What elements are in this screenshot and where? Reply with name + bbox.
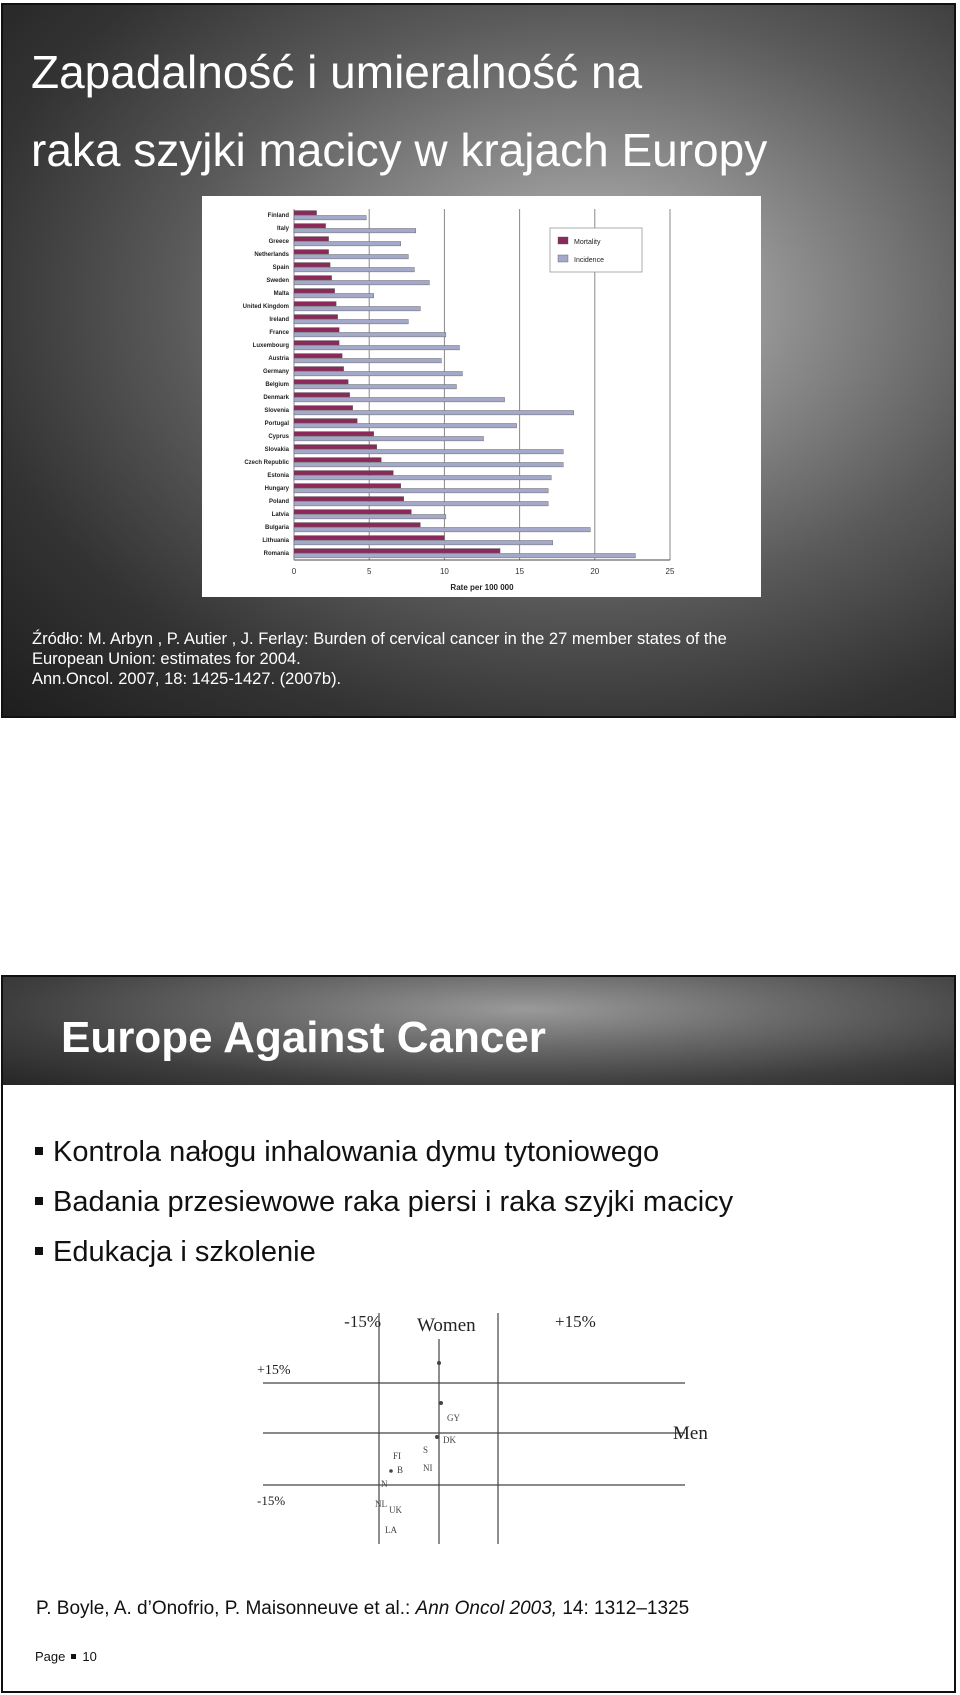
category-label: Cyprus [268, 434, 289, 441]
slide-2-title: Europe Against Cancer [61, 1013, 546, 1062]
svg-text:S: S [423, 1445, 429, 1455]
country-data-points [375, 1361, 460, 1535]
mortality-bar [294, 263, 330, 267]
category-label: Slovakia [264, 447, 289, 454]
incidence-bar [294, 306, 420, 310]
category-label: Estonia [267, 473, 289, 480]
bar-chart-svg [202, 196, 761, 597]
incidence-bar [294, 553, 635, 557]
category-label: Lithuania [262, 538, 289, 545]
category-label: Malta [273, 291, 289, 298]
category-label: Spain [272, 265, 289, 272]
incidence-bar [294, 267, 414, 271]
bullet-square-icon [35, 1247, 43, 1255]
page-number: 10 [82, 1649, 97, 1664]
svg-text:N: N [381, 1479, 388, 1489]
category-label: Czech Republic [244, 460, 289, 467]
legend-swatch [558, 255, 568, 262]
plus15-left-label: +15% [257, 1363, 291, 1378]
mortality-bar [294, 536, 444, 540]
category-label: France [269, 330, 289, 337]
minus15-left-label: -15% [257, 1493, 286, 1508]
svg-text:NI: NI [423, 1463, 433, 1473]
x-tick-label: 5 [366, 567, 372, 576]
mortality-bar [294, 276, 332, 280]
incidence-bar [294, 371, 462, 375]
mortality-bar [294, 367, 344, 371]
mortality-bar [294, 315, 338, 319]
mortality-bar [294, 237, 329, 241]
incidence-bar [294, 280, 429, 284]
svg-text:FI: FI [393, 1451, 402, 1461]
bullet-item: Edukacja i szkolenie [35, 1227, 733, 1277]
incidence-bar [294, 475, 551, 479]
mortality-bar [294, 224, 326, 228]
incidence-bar [294, 501, 548, 505]
slide-1-title-line-2: raka szyjki macicy w krajach Europy [31, 124, 768, 176]
svg-text:B: B [397, 1465, 404, 1475]
incidence-bar [294, 358, 441, 362]
trend-diagram [243, 1299, 723, 1567]
category-label: Germany [262, 369, 289, 376]
incidence-bar [294, 462, 563, 466]
category-label: Portugal [264, 421, 289, 428]
women-label: Women [417, 1315, 476, 1336]
incidence-bar [294, 332, 446, 336]
mortality-bar [294, 419, 357, 423]
category-label: Bulgaria [264, 525, 289, 532]
mortality-bar [294, 471, 393, 475]
men-label: Men [673, 1423, 708, 1444]
page-label: Page [35, 1649, 66, 1664]
separator-square-icon [71, 1654, 76, 1659]
slide-2-header [3, 977, 954, 1085]
slide-1-title-line-1: Zapadalność i umieralność na [31, 46, 643, 98]
x-axis-title: Rate per 100 000 [450, 583, 514, 592]
category-label: Ireland [269, 317, 289, 324]
mortality-bar [294, 445, 377, 449]
category-label: Denmark [263, 395, 289, 402]
incidence-bar [294, 228, 416, 232]
bullet-list [35, 1127, 733, 1277]
x-tick-label: 10 [439, 567, 449, 576]
slide-2 [1, 975, 956, 1693]
incidence-bar [294, 514, 446, 518]
legend-swatch [558, 237, 568, 244]
bullet-item: Badania przesiewowe raka piersi i raka szyjki macicy [35, 1177, 733, 1227]
incidence-bar [294, 215, 366, 219]
legend-label: Mortality [574, 239, 601, 246]
incidence-bar [294, 384, 456, 388]
svg-text:GY: GY [447, 1413, 460, 1423]
mortality-bar [294, 250, 329, 254]
mortality-bar [294, 458, 381, 462]
incidence-bar [294, 293, 374, 297]
category-label: Netherlands [254, 252, 289, 259]
source-citation [32, 629, 932, 689]
incidence-bar [294, 488, 548, 492]
x-tick-label: 20 [590, 567, 600, 576]
category-label: Slovenia [264, 408, 289, 415]
svg-text:NL: NL [375, 1499, 387, 1509]
mortality-bar [294, 380, 348, 384]
incidence-bar [294, 319, 408, 323]
mortality-bar [294, 510, 411, 514]
category-label: Poland [268, 499, 289, 506]
legend-box [550, 228, 642, 272]
source-line-1: Źródło: M. Arbyn , P. Autier , J. Ferlay: Burden of cervical cancer in the 27 member states of the [32, 630, 727, 648]
svg-text:UK: UK [389, 1505, 402, 1515]
incidence-bar [294, 527, 590, 531]
plus15-top-label: +15% [555, 1312, 596, 1331]
incidence-bar [294, 254, 408, 258]
mortality-bar [294, 549, 500, 553]
source-line-3: Ann.Oncol. 2007, 18: 1425-1427. (2007b). [32, 670, 342, 688]
mortality-bar [294, 302, 336, 306]
cervical-cancer-chart [202, 196, 761, 597]
mortality-bar [294, 328, 339, 332]
legend-label: Incidence [574, 257, 604, 264]
incidence-bar [294, 449, 563, 453]
reference: P. Boyle, A. d’Onofrio, P. Maisonneuve et al.: Ann Oncol 2003, 14: 1312–1325 [36, 1598, 690, 1619]
incidence-bar [294, 241, 401, 245]
bullet-item: Kontrola nałogu inhalowania dymu tytoniowego [35, 1127, 733, 1177]
mortality-bar [294, 354, 342, 358]
mortality-bar [294, 497, 404, 501]
source-line-2: European Union: estimates for 2004. [32, 650, 301, 668]
mortality-bar [294, 484, 401, 488]
svg-text:DK: DK [443, 1435, 456, 1445]
category-label: Latvia [271, 512, 289, 519]
x-tick-label: 0 [291, 567, 297, 576]
mortality-bar [294, 406, 353, 410]
incidence-bar [294, 345, 459, 349]
incidence-bar [294, 436, 484, 440]
category-label: Finland [267, 213, 289, 220]
x-tick-label: 15 [515, 567, 525, 576]
mortality-bar [294, 523, 420, 527]
category-label: Belgium [265, 382, 289, 389]
category-label: Austria [268, 356, 289, 363]
bullet-square-icon [35, 1197, 43, 1205]
mortality-bar [294, 211, 317, 215]
page-footer [35, 1649, 97, 1664]
mortality-bar [294, 341, 339, 345]
x-tick-label: 25 [665, 567, 675, 576]
category-label: Romania [263, 551, 289, 558]
category-label: Sweden [266, 278, 289, 285]
incidence-bar [294, 397, 505, 401]
incidence-bar [294, 540, 553, 544]
incidence-bar [294, 423, 517, 427]
category-label: Italy [276, 226, 289, 233]
bullet-square-icon [35, 1147, 43, 1155]
category-label: United Kingdom [242, 304, 289, 311]
mortality-bar [294, 432, 374, 436]
mortality-bar [294, 393, 350, 397]
category-label: Hungary [264, 486, 289, 493]
mortality-bar [294, 289, 335, 293]
svg-text:LA: LA [385, 1525, 397, 1535]
incidence-bar [294, 410, 574, 414]
minus15-top-label: -15% [344, 1312, 381, 1331]
slide-1 [1, 3, 956, 718]
category-label: Luxembourg [252, 343, 289, 350]
category-label: Greece [268, 239, 289, 246]
